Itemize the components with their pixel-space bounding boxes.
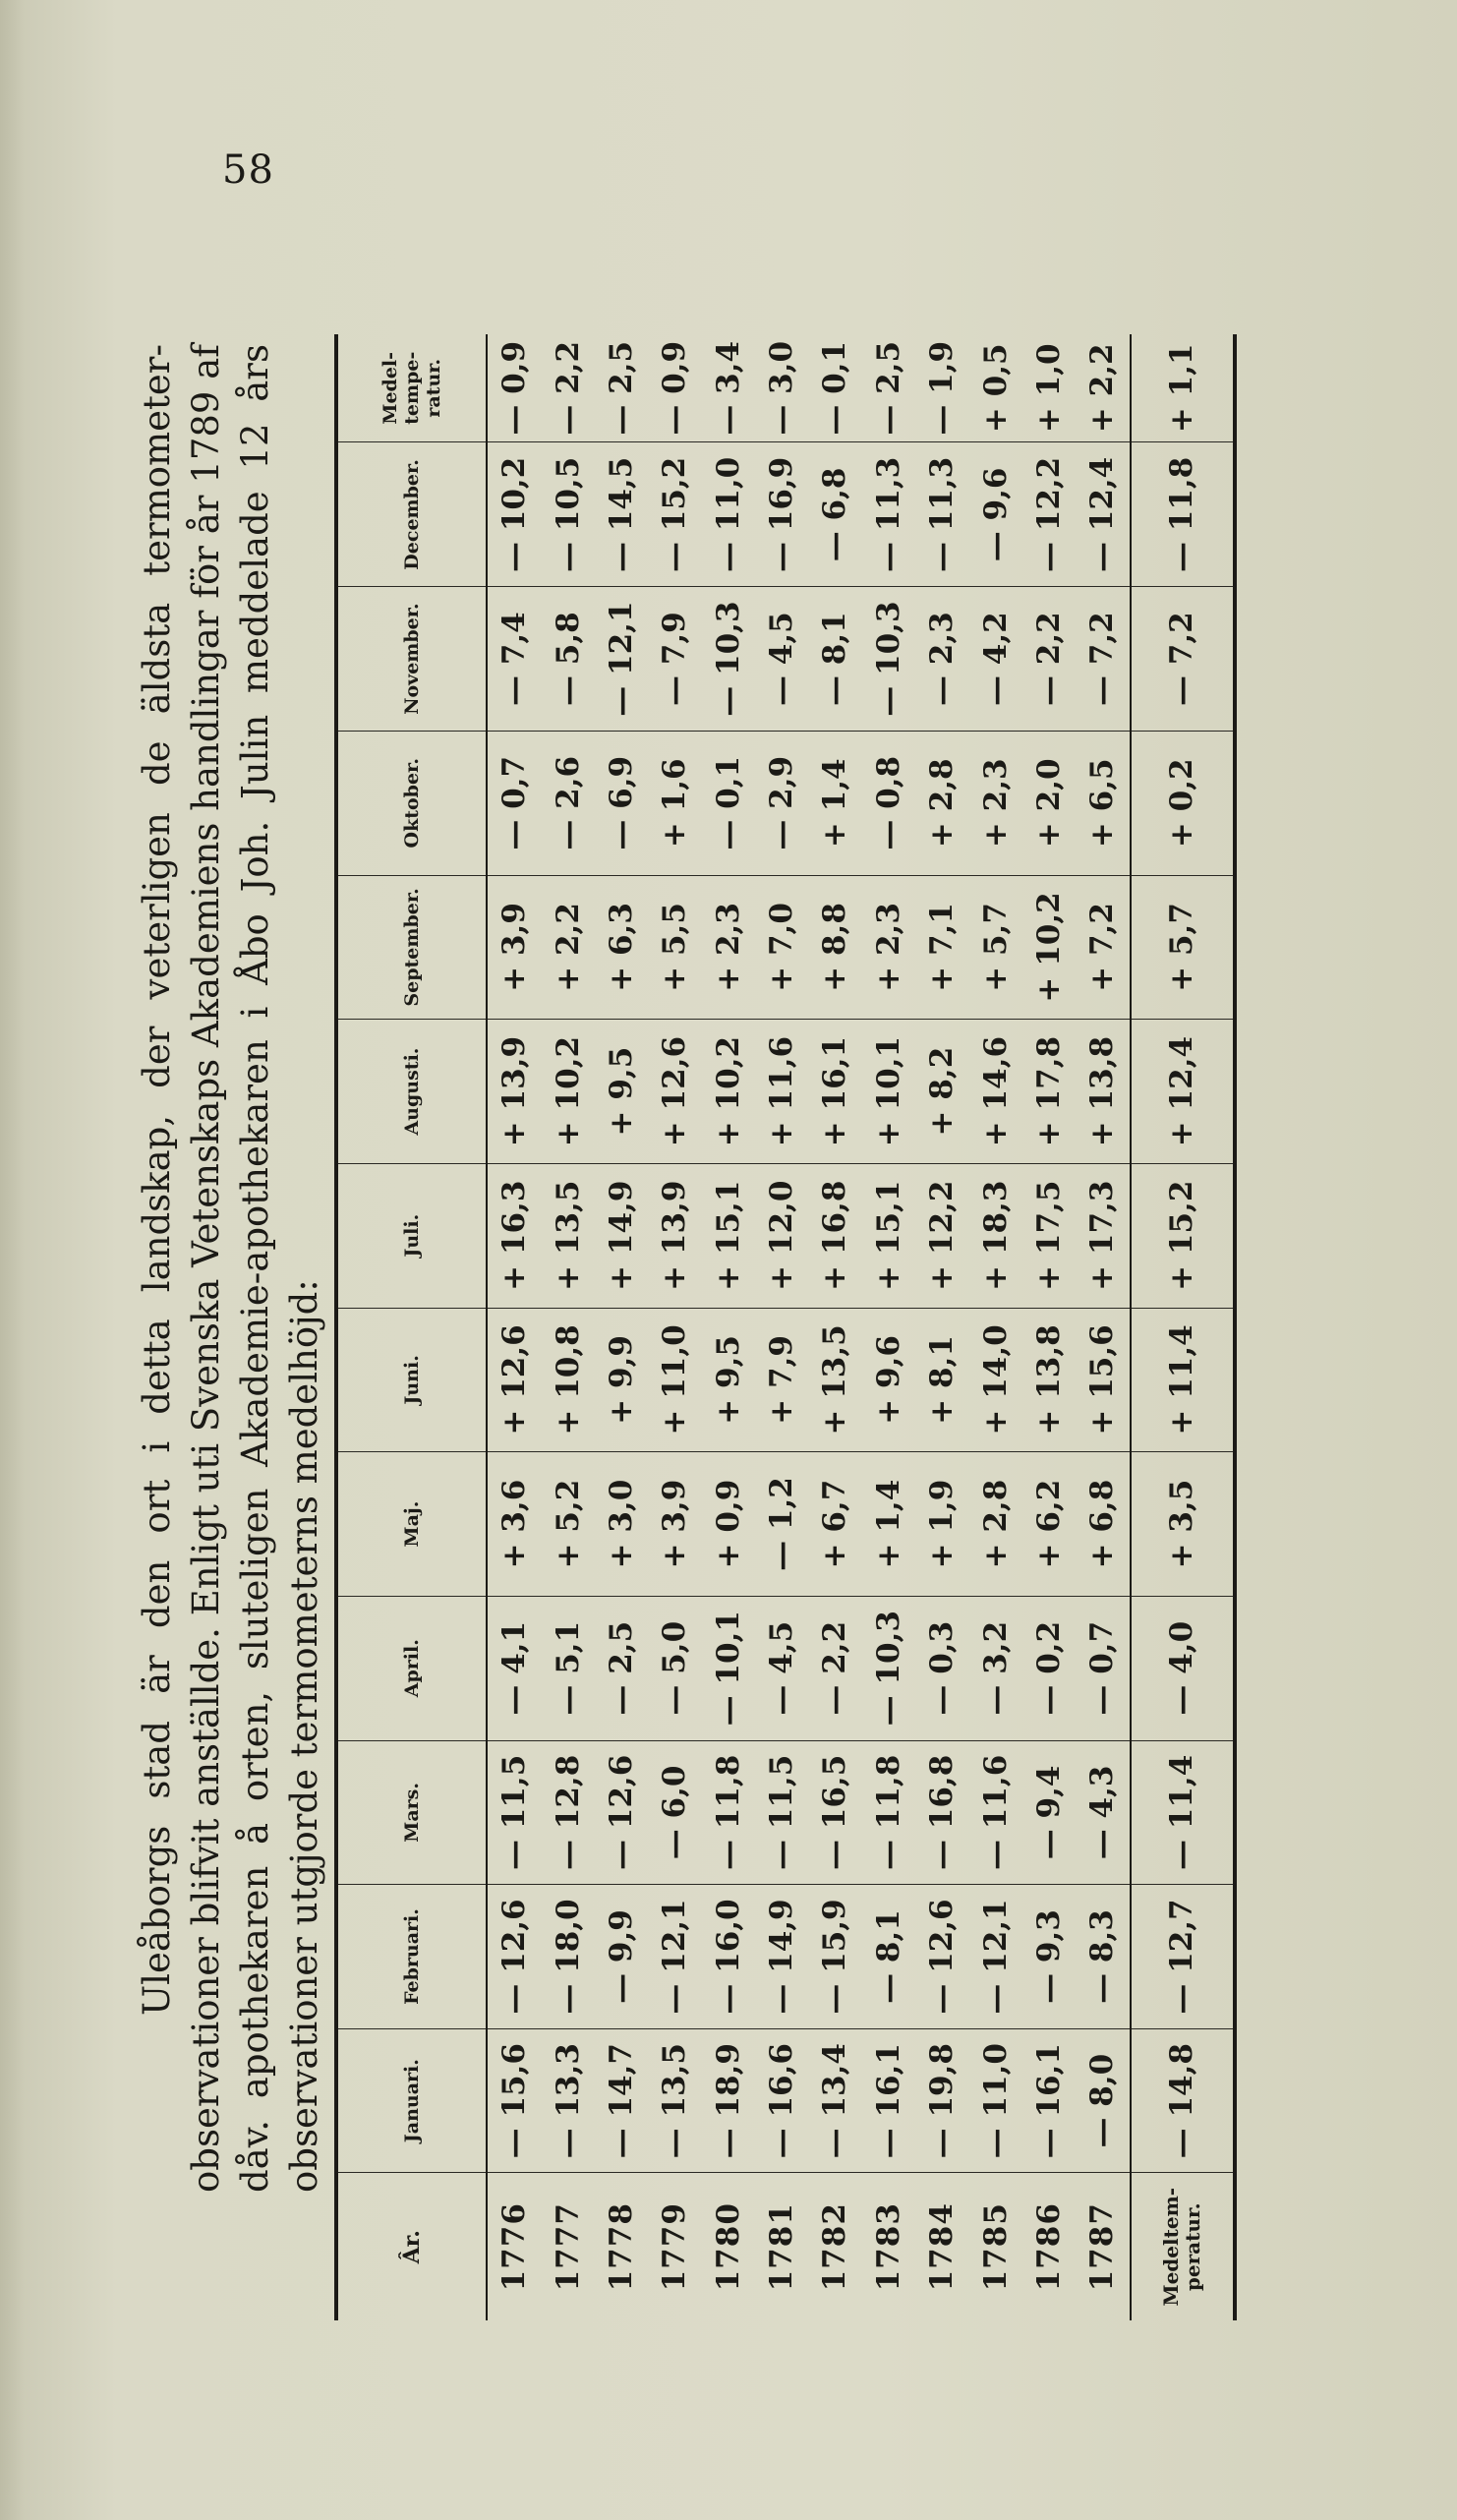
header-month: September.: [338, 875, 487, 1020]
monthly-temperature-cell: + 12,2: [915, 1163, 968, 1308]
monthly-temperature-cell: — 4,5: [755, 587, 808, 732]
monthly-temperature-cell: — 12,1: [595, 587, 648, 732]
monthly-temperature-cell: + 15,1: [862, 1163, 915, 1308]
monthly-temperature-cell: — 10,5: [541, 442, 594, 587]
monthly-temperature-cell: — 5,0: [648, 1596, 701, 1740]
monthly-mean-cell: — 7,2: [1131, 587, 1234, 732]
monthly-temperature-cell: + 8,2: [915, 1020, 968, 1164]
header-month: Oktober.: [338, 731, 487, 875]
monthly-temperature-cell: + 0,9: [702, 1452, 755, 1597]
monthly-temperature-cell: + 6,8: [1076, 1452, 1130, 1597]
monthly-temperature-cell: + 10,2: [1022, 875, 1076, 1020]
monthly-temperature-cell: + 12,0: [755, 1163, 808, 1308]
monthly-temperature-cell: + 9,5: [702, 1308, 755, 1452]
annual-mean-cell: — 0,1: [808, 334, 861, 442]
temperature-table: [338, 334, 1233, 2320]
monthly-temperature-cell: + 8,1: [915, 1308, 968, 1452]
monthly-temperature-cell: — 0,7: [1076, 1596, 1130, 1740]
monthly-temperature-cell: — 16,5: [808, 1740, 861, 1885]
monthly-temperature-cell: + 18,3: [968, 1163, 1021, 1308]
page-edge-shadow: [0, 0, 24, 2520]
annual-mean-cell: + 1,0: [1022, 334, 1076, 442]
monthly-temperature-cell: — 10,3: [702, 587, 755, 732]
year-cell: 1782: [817, 2202, 853, 2292]
year-cell: 1786: [1030, 2202, 1067, 2292]
monthly-temperature-cell: + 13,5: [808, 1308, 861, 1452]
monthly-temperature-cell: — 3,2: [968, 1596, 1021, 1740]
monthly-temperature-cell: + 2,3: [862, 875, 915, 1020]
monthly-temperature-cell: — 16,6: [755, 2028, 808, 2173]
monthly-temperature-cell: — 9,3: [1022, 1885, 1076, 2029]
monthly-temperature-cell: — 11,5: [487, 1740, 541, 1885]
monthly-temperature-cell: — 0,2: [1022, 1596, 1076, 1740]
monthly-temperature-cell: — 4,3: [1076, 1740, 1130, 1885]
monthly-temperature-cell: — 2,9: [755, 731, 808, 875]
monthly-temperature-cell: + 13,9: [487, 1020, 541, 1164]
year-cell: 1780: [710, 2202, 746, 2292]
monthly-temperature-cell: — 0,3: [915, 1596, 968, 1740]
monthly-temperature-cell: + 13,8: [1022, 1308, 1076, 1452]
monthly-temperature-cell: — 12,1: [968, 1885, 1021, 2029]
monthly-mean-cell: + 0,2: [1131, 731, 1234, 875]
monthly-temperature-cell: — 10,2: [487, 442, 541, 587]
monthly-temperature-cell: — 12,6: [595, 1740, 648, 1885]
monthly-temperature-cell: + 5,7: [968, 875, 1021, 1020]
intro-paragraph: [133, 344, 329, 2193]
monthly-temperature-cell: + 5,2: [541, 1452, 594, 1597]
monthly-temperature-cell: — 9,9: [595, 1885, 648, 2029]
monthly-temperature-cell: — 14,5: [595, 442, 648, 587]
monthly-temperature-cell: — 8,1: [808, 587, 861, 732]
year-cell: 1776: [496, 2202, 533, 2292]
table-row: [1022, 334, 1076, 2320]
temperature-table-wrapper: [334, 334, 1237, 2320]
monthly-mean-cell: + 11,4: [1131, 1308, 1234, 1452]
monthly-temperature-cell: — 9,4: [1022, 1740, 1076, 1885]
header-month: Augusti.: [338, 1020, 487, 1164]
monthly-temperature-cell: — 7,9: [648, 587, 701, 732]
monthly-temperature-cell: + 1,6: [648, 731, 701, 875]
monthly-temperature-cell: — 11,8: [702, 1740, 755, 1885]
monthly-temperature-cell: + 2,0: [1022, 731, 1076, 875]
year-cell: 1787: [1084, 2202, 1121, 2292]
monthly-temperature-cell: — 12,6: [915, 1885, 968, 2029]
monthly-mean-cell: — 12,7: [1131, 1885, 1234, 2029]
monthly-temperature-cell: + 12,6: [487, 1308, 541, 1452]
monthly-temperature-cell: — 19,8: [915, 2028, 968, 2173]
annual-mean-cell: — 0,9: [487, 334, 541, 442]
monthly-temperature-cell: + 10,8: [541, 1308, 594, 1452]
monthly-temperature-cell: — 10,3: [862, 1596, 915, 1740]
monthly-temperature-cell: + 12,6: [648, 1020, 701, 1164]
monthly-temperature-cell: + 1,4: [862, 1452, 915, 1597]
monthly-temperature-cell: — 2,2: [1022, 587, 1076, 732]
header-month: Juni.: [338, 1308, 487, 1452]
monthly-temperature-cell: + 7,1: [915, 875, 968, 1020]
monthly-temperature-cell: + 2,8: [968, 1452, 1021, 1597]
monthly-temperature-cell: — 4,2: [968, 587, 1021, 732]
monthly-temperature-cell: + 3,9: [648, 1452, 701, 1597]
annual-mean-cell: — 1,9: [915, 334, 968, 442]
monthly-temperature-cell: — 12,8: [541, 1740, 594, 1885]
monthly-temperature-cell: + 13,8: [1076, 1020, 1130, 1164]
year-cell: 1784: [924, 2202, 961, 2292]
monthly-mean-cell: — 11,8: [1131, 442, 1234, 587]
monthly-temperature-cell: — 11,6: [968, 1740, 1021, 1885]
monthly-temperature-cell: + 7,2: [1076, 875, 1130, 1020]
monthly-temperature-cell: — 11,3: [862, 442, 915, 587]
monthly-temperature-cell: — 7,2: [1076, 587, 1130, 732]
monthly-temperature-cell: + 7,9: [755, 1308, 808, 1452]
table-body: [487, 334, 1233, 2320]
monthly-temperature-cell: + 15,6: [1076, 1308, 1130, 1452]
monthly-temperature-cell: + 6,3: [595, 875, 648, 1020]
header-month: Februari.: [338, 1885, 487, 2029]
monthly-temperature-cell: — 18,0: [541, 1885, 594, 2029]
monthly-temperature-cell: — 5,1: [541, 1596, 594, 1740]
monthly-temperature-cell: — 16,1: [1022, 2028, 1076, 2173]
monthly-temperature-cell: + 10,2: [702, 1020, 755, 1164]
monthly-temperature-cell: — 16,0: [702, 1885, 755, 2029]
monthly-temperature-cell: — 0,1: [702, 731, 755, 875]
monthly-temperature-cell: — 4,1: [487, 1596, 541, 1740]
monthly-mean-cell: + 3,5: [1131, 1452, 1234, 1597]
monthly-temperature-cell: + 17,5: [1022, 1163, 1076, 1308]
monthly-temperature-cell: — 8,1: [862, 1885, 915, 2029]
monthly-temperature-cell: + 9,6: [862, 1308, 915, 1452]
monthly-temperature-cell: — 16,1: [862, 2028, 915, 2173]
monthly-temperature-cell: — 13,3: [541, 2028, 594, 2173]
year-cell: 1781: [764, 2202, 800, 2292]
monthly-temperature-cell: + 3,9: [487, 875, 541, 1020]
header-month: Mars.: [338, 1740, 487, 1885]
year-cell: 1778: [603, 2202, 639, 2292]
monthly-temperature-cell: — 5,8: [541, 587, 594, 732]
monthly-temperature-cell: — 11,8: [862, 1740, 915, 1885]
monthly-temperature-cell: — 15,9: [808, 1885, 861, 2029]
header-month: Januari.: [338, 2028, 487, 2173]
monthly-temperature-cell: + 13,9: [648, 1163, 701, 1308]
monthly-mean-cell: + 5,7: [1131, 875, 1234, 1020]
intro-text: Uleåborgs stad är den ort i detta landskap, der veterligen de äldsta termometer-observationer blifvit anställde. Enligt uti Svenska Vetenskaps Akademiens handlingar för år 1789 af dåv. apothekaren å orten, sluteligen Akademie-apothekaren i Åbo Joh. Julin meddelade 12 års observationer utgjorde termometerns medelhöjd:: [136, 344, 325, 2193]
table-row: [702, 334, 755, 2320]
monthly-temperature-cell: + 8,8: [808, 875, 861, 1020]
monthly-temperature-cell: — 14,7: [595, 2028, 648, 2173]
monthly-temperature-cell: — 12,4: [1076, 442, 1130, 587]
monthly-mean-cell: — 11,4: [1131, 1740, 1234, 1885]
monthly-temperature-cell: — 12,2: [1022, 442, 1076, 587]
table-row: [755, 334, 808, 2320]
table-row: [541, 334, 594, 2320]
monthly-temperature-cell: — 15,6: [487, 2028, 541, 2173]
table-row: [808, 334, 861, 2320]
header-month: December.: [338, 442, 487, 587]
monthly-temperature-cell: — 8,0: [1076, 2028, 1130, 2173]
monthly-temperature-cell: + 6,2: [1022, 1452, 1076, 1597]
monthly-temperature-cell: + 14,0: [968, 1308, 1021, 1452]
monthly-temperature-cell: + 11,0: [648, 1308, 701, 1452]
year-cell: 1785: [977, 2202, 1014, 2292]
table-row: [648, 334, 701, 2320]
monthly-temperature-cell: — 11,3: [915, 442, 968, 587]
header-month: Maj.: [338, 1452, 487, 1597]
annual-mean-cell: — 2,5: [862, 334, 915, 442]
rotated-content: [88, 295, 1308, 2340]
monthly-temperature-cell: + 15,1: [702, 1163, 755, 1308]
monthly-temperature-cell: + 1,9: [915, 1452, 968, 1597]
header-year: Âr.: [338, 2173, 487, 2320]
monthly-temperature-cell: — 1,2: [755, 1452, 808, 1597]
monthly-temperature-cell: + 10,1: [862, 1020, 915, 1164]
mean-temperature-row: [1131, 334, 1234, 2320]
annual-mean-cell: + 2,2: [1076, 334, 1130, 442]
monthly-temperature-cell: — 9,6: [968, 442, 1021, 587]
monthly-temperature-cell: — 12,1: [648, 1885, 701, 2029]
monthly-temperature-cell: — 0,7: [487, 731, 541, 875]
monthly-temperature-cell: — 16,9: [755, 442, 808, 587]
monthly-temperature-cell: + 2,3: [968, 731, 1021, 875]
monthly-temperature-cell: + 1,4: [808, 731, 861, 875]
monthly-temperature-cell: — 8,3: [1076, 1885, 1130, 2029]
page-number: 58: [222, 147, 274, 193]
mean-row-label: Medeltem-peratur.: [1131, 2173, 1234, 2320]
monthly-temperature-cell: + 3,0: [595, 1452, 648, 1597]
table-row: [968, 334, 1021, 2320]
annual-mean-cell: — 2,2: [541, 334, 594, 442]
monthly-temperature-cell: + 16,3: [487, 1163, 541, 1308]
monthly-temperature-cell: — 12,6: [487, 1885, 541, 2029]
monthly-temperature-cell: — 11,5: [755, 1740, 808, 1885]
monthly-temperature-cell: — 2,5: [595, 1596, 648, 1740]
monthly-temperature-cell: + 17,8: [1022, 1020, 1076, 1164]
monthly-temperature-cell: + 6,5: [1076, 731, 1130, 875]
monthly-temperature-cell: — 13,5: [648, 2028, 701, 2173]
monthly-temperature-cell: — 6,9: [595, 731, 648, 875]
monthly-temperature-cell: + 9,9: [595, 1308, 648, 1452]
overall-mean-cell: + 1,1: [1131, 334, 1234, 442]
monthly-mean-cell: + 12,4: [1131, 1020, 1234, 1164]
monthly-temperature-cell: — 10,1: [702, 1596, 755, 1740]
monthly-temperature-cell: + 13,5: [541, 1163, 594, 1308]
monthly-temperature-cell: — 2,3: [915, 587, 968, 732]
monthly-temperature-cell: — 0,8: [862, 731, 915, 875]
table-row: [1076, 334, 1130, 2320]
monthly-temperature-cell: — 11,0: [968, 2028, 1021, 2173]
monthly-mean-cell: + 15,2: [1131, 1163, 1234, 1308]
monthly-temperature-cell: — 4,5: [755, 1596, 808, 1740]
table-row: [862, 334, 915, 2320]
monthly-temperature-cell: — 16,8: [915, 1740, 968, 1885]
year-cell: 1777: [550, 2202, 586, 2292]
year-cell: 1783: [870, 2202, 906, 2292]
annual-mean-cell: — 0,9: [648, 334, 701, 442]
monthly-mean-cell: — 14,8: [1131, 2028, 1234, 2173]
header-mean: Medel-tempe-ratur.: [338, 334, 487, 442]
monthly-mean-cell: — 4,0: [1131, 1596, 1234, 1740]
table-row: [595, 334, 648, 2320]
monthly-temperature-cell: + 6,7: [808, 1452, 861, 1597]
monthly-temperature-cell: + 10,2: [541, 1020, 594, 1164]
annual-mean-cell: — 2,5: [595, 334, 648, 442]
monthly-temperature-cell: — 10,3: [862, 587, 915, 732]
annual-mean-cell: — 3,0: [755, 334, 808, 442]
monthly-temperature-cell: + 14,9: [595, 1163, 648, 1308]
monthly-temperature-cell: + 2,8: [915, 731, 968, 875]
monthly-temperature-cell: + 16,1: [808, 1020, 861, 1164]
monthly-temperature-cell: + 11,6: [755, 1020, 808, 1164]
monthly-temperature-cell: — 7,4: [487, 587, 541, 732]
monthly-temperature-cell: — 14,9: [755, 1885, 808, 2029]
monthly-temperature-cell: — 2,2: [808, 1596, 861, 1740]
table-header-row: [338, 334, 487, 2320]
monthly-temperature-cell: + 2,3: [702, 875, 755, 1020]
year-cell: 1779: [657, 2202, 693, 2292]
monthly-temperature-cell: — 6,0: [648, 1740, 701, 1885]
monthly-temperature-cell: + 17,3: [1076, 1163, 1130, 1308]
monthly-temperature-cell: + 5,5: [648, 875, 701, 1020]
monthly-temperature-cell: + 16,8: [808, 1163, 861, 1308]
monthly-temperature-cell: + 14,6: [968, 1020, 1021, 1164]
monthly-temperature-cell: — 15,2: [648, 442, 701, 587]
monthly-temperature-cell: + 7,0: [755, 875, 808, 1020]
annual-mean-cell: — 3,4: [702, 334, 755, 442]
monthly-temperature-cell: — 6,8: [808, 442, 861, 587]
monthly-temperature-cell: — 11,0: [702, 442, 755, 587]
header-month: Juli.: [338, 1163, 487, 1308]
header-month: November.: [338, 587, 487, 732]
table-row: [487, 334, 541, 2320]
monthly-temperature-cell: + 2,2: [541, 875, 594, 1020]
monthly-temperature-cell: — 2,6: [541, 731, 594, 875]
header-month: April.: [338, 1596, 487, 1740]
monthly-temperature-cell: + 9,5: [595, 1020, 648, 1164]
monthly-temperature-cell: + 3,6: [487, 1452, 541, 1597]
annual-mean-cell: + 0,5: [968, 334, 1021, 442]
monthly-temperature-cell: — 13,4: [808, 2028, 861, 2173]
table-row: [915, 334, 968, 2320]
monthly-temperature-cell: — 18,9: [702, 2028, 755, 2173]
